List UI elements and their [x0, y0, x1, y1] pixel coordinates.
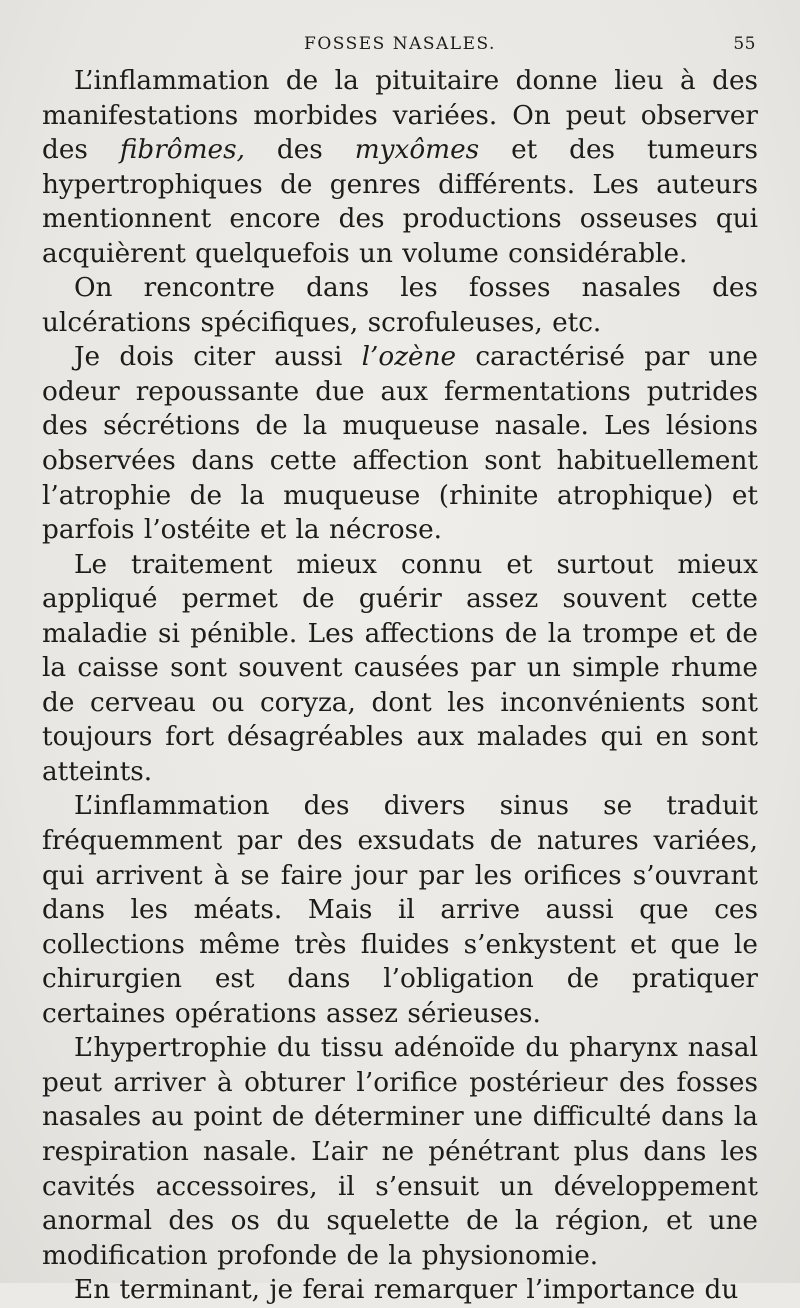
text-segment: et des tumeurs hypertrophiques de genres différents. Les auteurs mentionnent encore des productions osseuses qui acquièrent quelquefois un volume considérable. [42, 135, 758, 269]
paragraph [42, 271, 758, 340]
text-segment: L’inflammation de la pituitaire donne lieu à des manifestations morbides variées. On peut observer des [42, 66, 758, 166]
paragraph [42, 340, 758, 547]
paragraph [42, 64, 758, 271]
text-segment: On rencontre dans les fosses nasales des ulcérations spécifiques, scrofuleuses, etc. [42, 273, 758, 338]
page-number: 55 [733, 34, 756, 54]
text-segment: caractérisé par une odeur repoussante due aux fermentations putrides des sécrétions de la muqueuse nasale. Les lésions observées dans cette affection sont habituellement l’atrophie de la muqueuse (rhinite atrophique) et parfois l’ostéite et la nécrose. [42, 342, 758, 546]
text-segment: En terminant, je ferai remarquer l’importance du [74, 1275, 739, 1306]
paragraph [42, 1031, 758, 1273]
italic-term: fibrômes, [119, 135, 245, 166]
text-segment: L’inflammation des divers sinus se traduit fréquemment par des exsudats de natures variées, qui arrivent à se faire jour par les orifices s’ouvrant dans les méats. Mais il arrive aussi que ces collections même très fluides s’enkystent et que le chirurgien est dans l’obligation de pratiquer certaines opérations assez sérieuses. [42, 791, 758, 1029]
paragraph [42, 1273, 758, 1308]
paragraph [42, 789, 758, 1031]
italic-term: l’ozène [361, 342, 457, 373]
text-segment: Le traitement mieux connu et surtout mieux appliqué permet de guérir assez souvent cette maladie si pénible. Les affections de la trompe et de la caisse sont souvent causées par un simple rhume de cerveau ou coryza, dont les inconvénients sont toujours fort désagréables aux malades qui en sont atteints. [42, 549, 758, 787]
text-segment: des [244, 135, 355, 166]
running-header [42, 34, 758, 64]
running-title: FOSSES NASALES. [304, 34, 496, 54]
italic-term: myxômes [354, 135, 480, 166]
text-segment: Je dois citer aussi [74, 342, 362, 373]
paragraph [42, 548, 758, 790]
text-segment: L’hypertrophie du tissu adénoïde du pharynx nasal peut arriver à obturer l’orifice postérieur des fosses nasales au point de déterminer une difficulté dans la respiration nasale. L’air ne pénétrant plus dans les cavités accessoires, il s’ensuit un développement anormal des os du squelette de la région, et une modification profonde de la physionomie. [42, 1033, 758, 1271]
body-text [42, 64, 758, 1308]
